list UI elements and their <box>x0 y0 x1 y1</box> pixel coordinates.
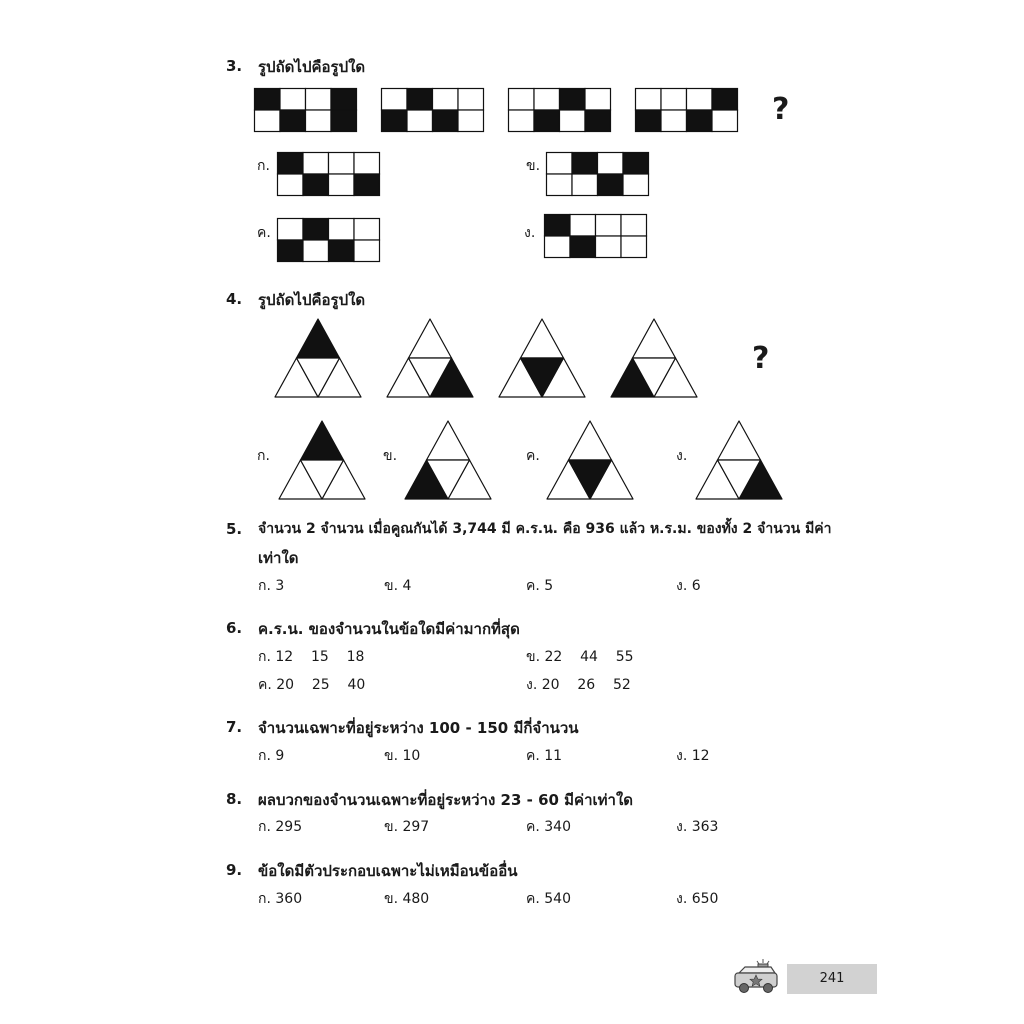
empty-cell <box>509 89 535 111</box>
empty-cell <box>661 89 687 111</box>
q8-number: 8. <box>226 790 243 808</box>
q5-option-d[interactable]: ง. 6 <box>676 578 701 594</box>
q3-seq-4 <box>635 88 737 132</box>
q4-option-a[interactable] <box>278 420 366 500</box>
q4-option-d[interactable] <box>695 420 783 500</box>
q4-text: รูปถัดไปคือรูปใด <box>258 291 366 309</box>
q9-option-b[interactable]: ข. 480 <box>384 891 430 907</box>
q7-number: 7. <box>226 718 243 736</box>
empty-cell <box>306 110 332 132</box>
empty-cell <box>433 89 459 111</box>
filled-cell <box>278 153 304 175</box>
empty-cell <box>598 153 624 175</box>
filled-cell <box>255 89 281 111</box>
q5-text-line1: จำนวน 2 จำนวน เมื่อคูณกันได้ 3,744 มี ค.ร.น. คือ 936 แล้ว ห.ร.ม. ของทั้ง 2 จำนวน มีค่า <box>258 521 832 537</box>
q3-number: 3. <box>226 57 243 75</box>
empty-cell <box>547 153 573 175</box>
empty-cell <box>509 110 535 132</box>
empty-cell <box>329 219 355 241</box>
q4-number: 4. <box>226 290 243 308</box>
q4-seq-4 <box>610 318 698 398</box>
q9-text: ข้อใดมีตัวประกอบเฉพาะไม่เหมือนข้ออื่น <box>258 862 518 880</box>
q4-option-a-label: ก. <box>257 448 270 464</box>
q7-option-a[interactable]: ก. 9 <box>258 748 285 764</box>
q5-text-line2: เท่าใด <box>258 549 299 567</box>
filled-cell <box>560 89 586 111</box>
empty-cell <box>407 110 433 132</box>
filled-cell <box>534 110 560 132</box>
filled-cell <box>331 89 357 111</box>
q5-number: 5. <box>226 520 243 538</box>
q8-text: ผลบวกของจำนวนเฉพาะที่อยู่ระหว่าง 23 - 60 มีค่าเท่าใด <box>258 791 634 809</box>
page-number: 241 <box>787 964 877 994</box>
filled-cell <box>354 174 380 196</box>
filled-cell <box>598 174 624 196</box>
q4-option-c-label: ค. <box>526 448 540 464</box>
empty-cell <box>306 89 332 111</box>
empty-cell <box>545 236 571 258</box>
q6-number: 6. <box>226 619 243 637</box>
triangle-top <box>297 319 340 358</box>
empty-cell <box>303 153 329 175</box>
filled-cell <box>303 219 329 241</box>
triangle-top <box>569 421 612 460</box>
q8-option-d[interactable]: ง. 363 <box>676 819 719 835</box>
q7-text: จำนวนเฉพาะที่อยู่ระหว่าง 100 - 150 มีกี่จำนวน <box>258 719 579 737</box>
empty-cell <box>661 110 687 132</box>
q6-option-c[interactable]: ค. 20 25 40 <box>258 677 366 693</box>
filled-cell <box>572 153 598 175</box>
filled-cell <box>278 240 304 262</box>
triangle-top <box>521 319 564 358</box>
empty-cell <box>621 215 647 237</box>
q3-text: รูปถัดไปคือรูปใด <box>258 58 366 76</box>
q5-option-a[interactable]: ก. 3 <box>258 578 285 594</box>
empty-cell <box>458 89 484 111</box>
filled-cell <box>407 89 433 111</box>
empty-cell <box>572 174 598 196</box>
q9-option-d[interactable]: ง. 650 <box>676 891 719 907</box>
q8-option-b[interactable]: ข. 297 <box>384 819 430 835</box>
q4-option-c[interactable] <box>546 420 634 500</box>
q4-question-mark: ? <box>752 341 770 376</box>
triangle-top <box>409 319 452 358</box>
filled-cell <box>623 153 649 175</box>
q6-option-a[interactable]: ก. 12 15 18 <box>258 649 365 665</box>
triangle-top <box>633 319 676 358</box>
q5-option-c[interactable]: ค. 5 <box>526 578 554 594</box>
car-icon <box>733 958 779 996</box>
q9-option-a[interactable]: ก. 360 <box>258 891 303 907</box>
q3-option-a[interactable] <box>277 152 379 196</box>
q4-option-d-label: ง. <box>676 448 688 464</box>
filled-cell <box>545 215 571 237</box>
empty-cell <box>255 110 281 132</box>
q4-option-b[interactable] <box>404 420 492 500</box>
q6-option-d[interactable]: ง. 20 26 52 <box>526 677 631 693</box>
empty-cell <box>560 110 586 132</box>
q4-seq-3 <box>498 318 586 398</box>
q3-option-d-label: ง. <box>524 225 536 241</box>
triangle-top <box>718 421 761 460</box>
empty-cell <box>354 219 380 241</box>
q4-option-b-label: ข. <box>383 448 398 464</box>
q4-seq-1 <box>274 318 362 398</box>
q3-option-d[interactable] <box>544 214 646 258</box>
empty-cell <box>621 236 647 258</box>
empty-cell <box>354 240 380 262</box>
empty-cell <box>354 153 380 175</box>
empty-cell <box>585 89 611 111</box>
empty-cell <box>712 110 738 132</box>
q3-option-a-label: ก. <box>257 158 270 174</box>
q9-number: 9. <box>226 861 243 879</box>
filled-cell <box>570 236 596 258</box>
filled-cell <box>329 240 355 262</box>
q6-text: ค.ร.น. ของจำนวนในข้อใดมีค่ามากที่สุด <box>258 620 520 638</box>
empty-cell <box>329 174 355 196</box>
filled-cell <box>303 174 329 196</box>
empty-cell <box>623 174 649 196</box>
empty-cell <box>278 219 304 241</box>
q3-seq-2 <box>381 88 483 132</box>
empty-cell <box>303 240 329 262</box>
q5-option-b[interactable]: ข. 4 <box>384 578 412 594</box>
empty-cell <box>458 110 484 132</box>
q3-option-c-label: ค. <box>257 225 271 241</box>
q7-option-d[interactable]: ง. 12 <box>676 748 710 764</box>
filled-cell <box>382 110 408 132</box>
q3-option-c[interactable] <box>277 218 379 262</box>
empty-cell <box>547 174 573 196</box>
q4-seq-2 <box>386 318 474 398</box>
filled-cell <box>687 110 713 132</box>
q8-option-c[interactable]: ค. 340 <box>526 819 571 835</box>
triangle-top <box>301 421 344 460</box>
triangle-top <box>427 421 470 460</box>
filled-cell <box>636 110 662 132</box>
empty-cell <box>596 236 622 258</box>
empty-cell <box>280 89 306 111</box>
q3-question-mark: ? <box>772 92 790 127</box>
empty-cell <box>596 215 622 237</box>
empty-cell <box>636 89 662 111</box>
q7-option-b[interactable]: ข. 10 <box>384 748 421 764</box>
empty-cell <box>382 89 408 111</box>
q6-option-b[interactable]: ข. 22 44 55 <box>526 649 634 665</box>
filled-cell <box>585 110 611 132</box>
empty-cell <box>278 174 304 196</box>
empty-cell <box>570 215 596 237</box>
empty-cell <box>687 89 713 111</box>
filled-cell <box>331 110 357 132</box>
q3-option-b-label: ข. <box>526 158 541 174</box>
empty-cell <box>329 153 355 175</box>
q7-option-c[interactable]: ค. 11 <box>526 748 563 764</box>
q8-option-a[interactable]: ก. 295 <box>258 819 303 835</box>
empty-cell <box>534 89 560 111</box>
q3-option-b[interactable] <box>546 152 648 196</box>
q3-seq-3 <box>508 88 610 132</box>
q3-seq-1 <box>254 88 356 132</box>
filled-cell <box>433 110 459 132</box>
filled-cell <box>712 89 738 111</box>
q9-option-c[interactable]: ค. 540 <box>526 891 571 907</box>
filled-cell <box>280 110 306 132</box>
